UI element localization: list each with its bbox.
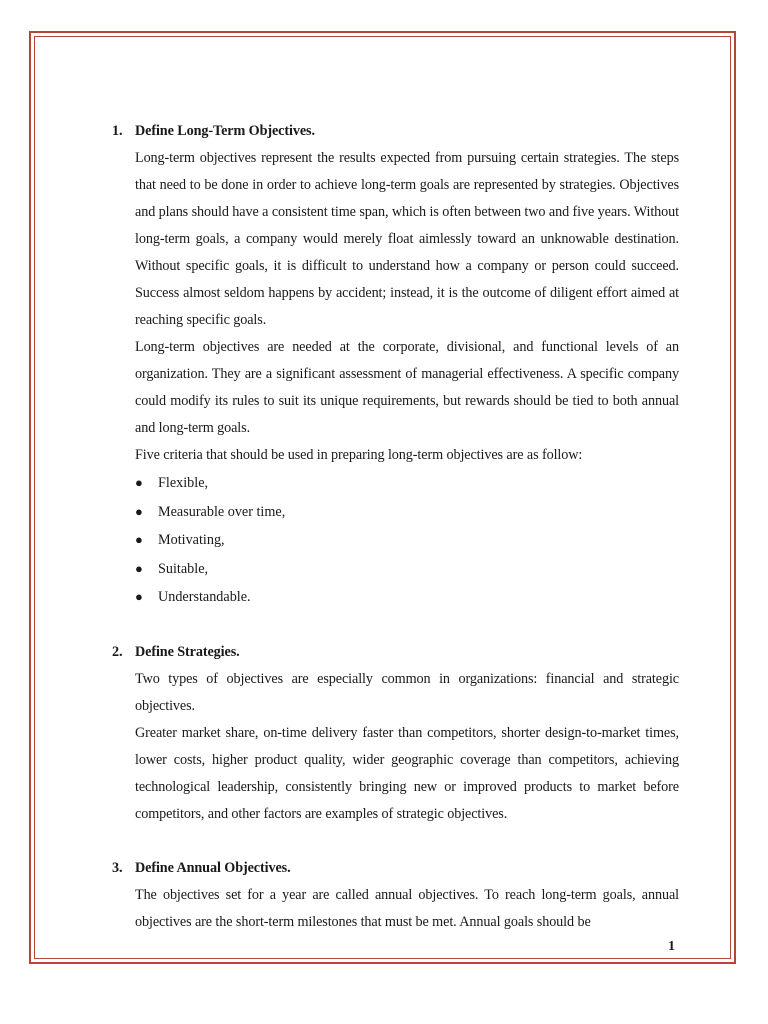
paragraph: The objectives set for a year are called annual objectives. To reach long-term goals, annual objectives are the short-term milestones that must be met. Annual goals should be	[135, 886, 679, 930]
section-number: 3.	[112, 859, 123, 876]
section-annual-objectives	[112, 855, 679, 936]
section-title: Define Long-Term Objectives.	[135, 123, 315, 139]
section-heading	[112, 855, 679, 882]
bullet-icon: ●	[135, 560, 143, 576]
bullet-icon: ●	[135, 475, 143, 490]
section-long-term-objectives	[112, 118, 679, 612]
section-number: 1.	[112, 123, 123, 139]
section-title: Define Annual Objectives.	[135, 859, 291, 876]
section-strategies	[112, 639, 679, 828]
section-heading	[112, 118, 679, 145]
criteria-list	[112, 469, 679, 612]
list-item-text: Motivating,	[158, 532, 225, 548]
paragraph: Five criteria that should be used in preparing long-term objectives are as follow:	[135, 447, 583, 463]
list-item	[135, 469, 679, 498]
section-spacer	[112, 828, 679, 855]
bullet-icon: ●	[135, 503, 143, 519]
list-item-text: Flexible,	[158, 475, 209, 491]
section-heading	[112, 639, 679, 666]
page-number: 1	[668, 939, 675, 954]
document-body	[112, 118, 679, 936]
section-number: 2.	[112, 643, 123, 660]
list-item-text: Measurable over time,	[158, 503, 286, 520]
list-item	[135, 526, 679, 555]
paragraph: Two types of objectives are especially common in organizations: financial and strategic objectives.	[135, 670, 679, 714]
list-item	[135, 583, 679, 612]
list-item	[135, 498, 679, 527]
bullet-icon: ●	[135, 532, 143, 547]
list-item-text: Understandable.	[158, 589, 251, 605]
list-item	[135, 555, 679, 584]
section-spacer	[112, 612, 679, 639]
bullet-icon: ●	[135, 589, 143, 604]
paragraph: Greater market share, on-time delivery faster than competitors, shorter design-to-market times, lower costs, higher product quality, wider geographic coverage than competitors, achieving technological leadership, consistently bringing new or improved products to market before competitors, and other factors are examples of strategic objectives.	[135, 724, 679, 822]
list-item-text: Suitable,	[158, 560, 209, 577]
section-title: Define Strategies.	[135, 643, 240, 660]
paragraph: Long-term objectives represent the results expected from pursuing certain strategies. The steps that need to be done in order to achieve long-term goals are represented by strategies. Objectives and plans should have a consistent time span, which is often between two and five years. Without long-term goals, a company would merely float aimlessly toward an unknowable destination. Without specific goals, it is difficult to understand how a company or person could succeed. Success almost seldom happens by accident; instead, it is the outcome of diligent effort aimed at reaching specific goals.	[135, 150, 679, 328]
paragraph: Long-term objectives are needed at the corporate, divisional, and functional levels of an organization. They are a significant assessment of managerial effectiveness. A specific company could modify its rules to suit its unique requirements, but rewards should be tied to both annual and long-term goals.	[135, 339, 679, 436]
